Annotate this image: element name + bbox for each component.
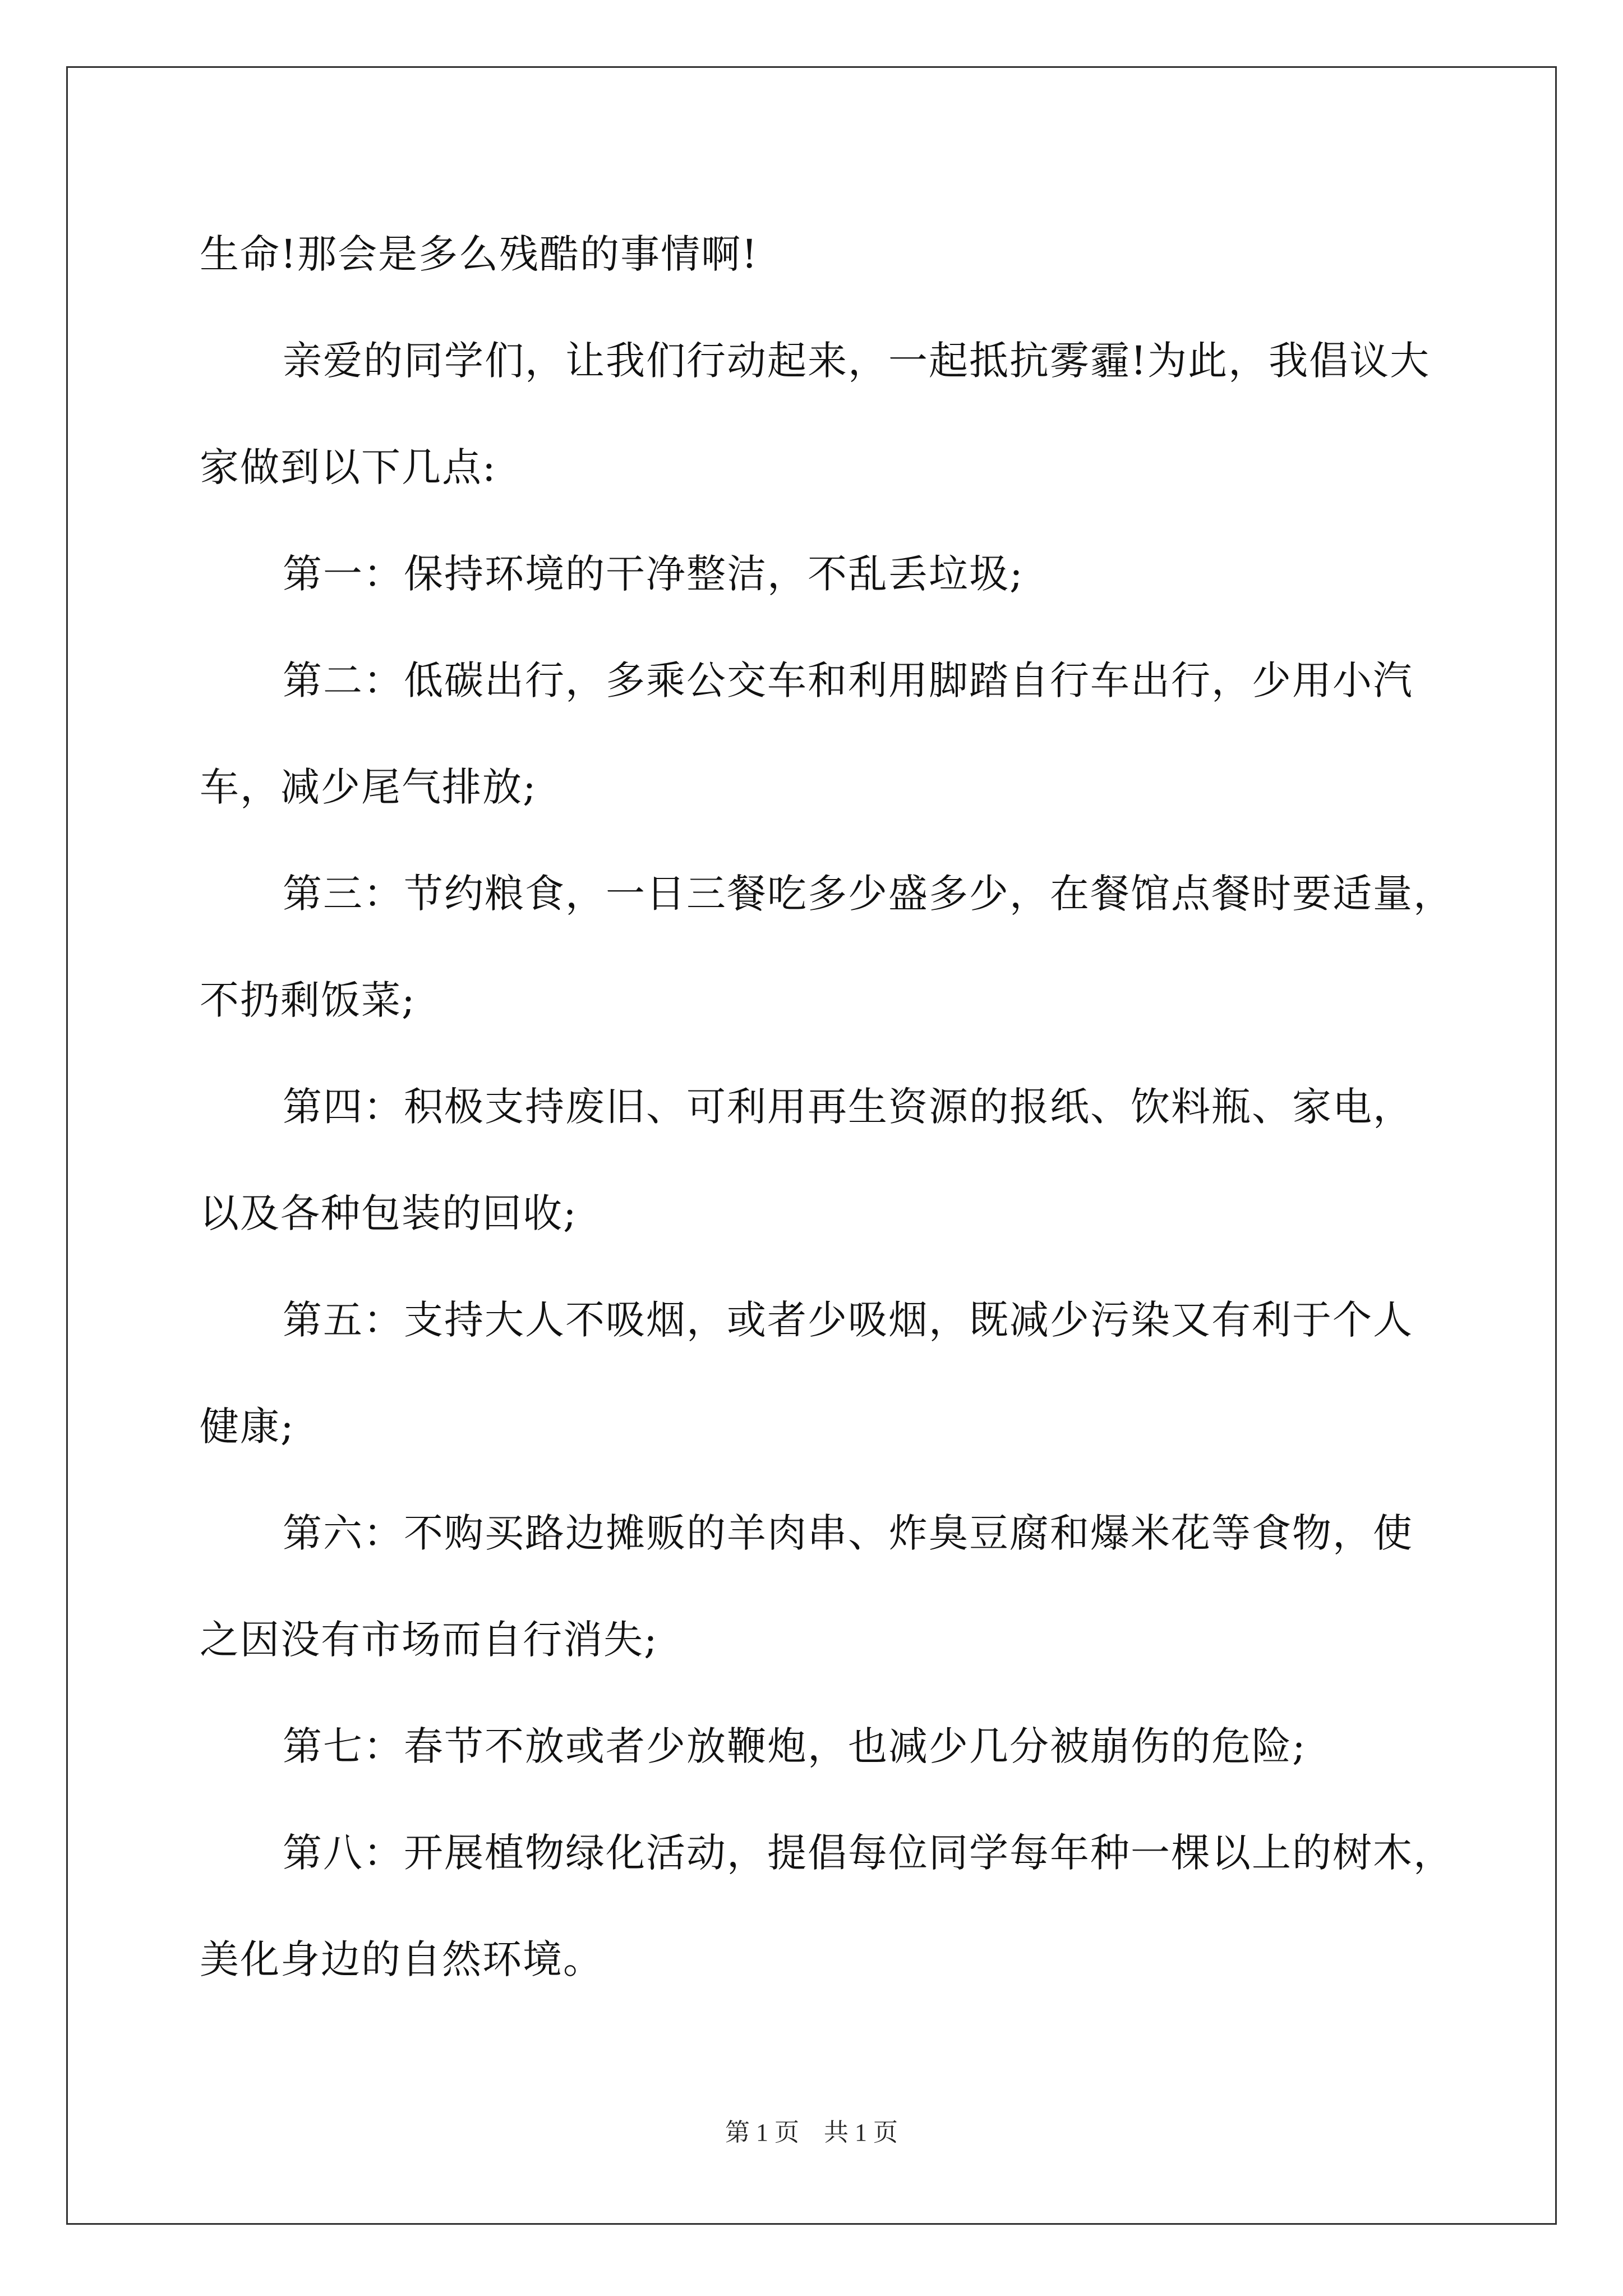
text-line: 之因没有市场而自行消失; — [200, 1617, 658, 1663]
text-line: 第七：春节不放或者少放鞭炮，也减少几分被崩伤的危险; — [283, 1723, 1307, 1769]
text-line: 健康; — [200, 1404, 295, 1450]
text-line: 不扔剩饭菜; — [200, 977, 416, 1023]
text-line: 第一：保持环境的干净整洁，不乱丢垃圾; — [283, 551, 1024, 597]
text-line: 美化身边的自然环境。 — [200, 1936, 603, 1982]
text-line: 亲爱的同学们，让我们行动起来，一起抵抗雾霾!为此，我倡议大 — [283, 338, 1431, 384]
page-number-footer: 第 1 页 共 1 页 — [725, 2119, 898, 2146]
text-line: 第八：开展植物绿化活动，提倡每位同学每年种一棵以上的树木， — [283, 1830, 1454, 1876]
text-line: 第六：不购买路边摊贩的羊肉串、炸臭豆腐和爆米花等食物，使 — [283, 1510, 1413, 1556]
text-line: 第四：积极支持废旧、可利用再生资源的报纸、饮料瓶、家电， — [283, 1084, 1413, 1130]
text-line: 第三：节约粮食，一日三餐吃多少盛多少，在餐馆点餐时要适量， — [283, 871, 1454, 917]
text-line: 生命!那会是多么残酷的事情啊! — [200, 231, 759, 277]
text-line: 车，减少尾气排放; — [200, 764, 537, 810]
text-line: 第五：支持大人不吸烟，或者少吸烟，既减少污染又有利于个人 — [283, 1297, 1413, 1343]
document-body — [200, 222, 1454, 2033]
text-line: 以及各种包装的回收; — [200, 1190, 578, 1236]
text-line: 家做到以下几点: — [200, 444, 497, 490]
text-line: 第二：低碳出行，多乘公交车和利用脚踏自行车出行，少用小汽 — [283, 657, 1413, 703]
